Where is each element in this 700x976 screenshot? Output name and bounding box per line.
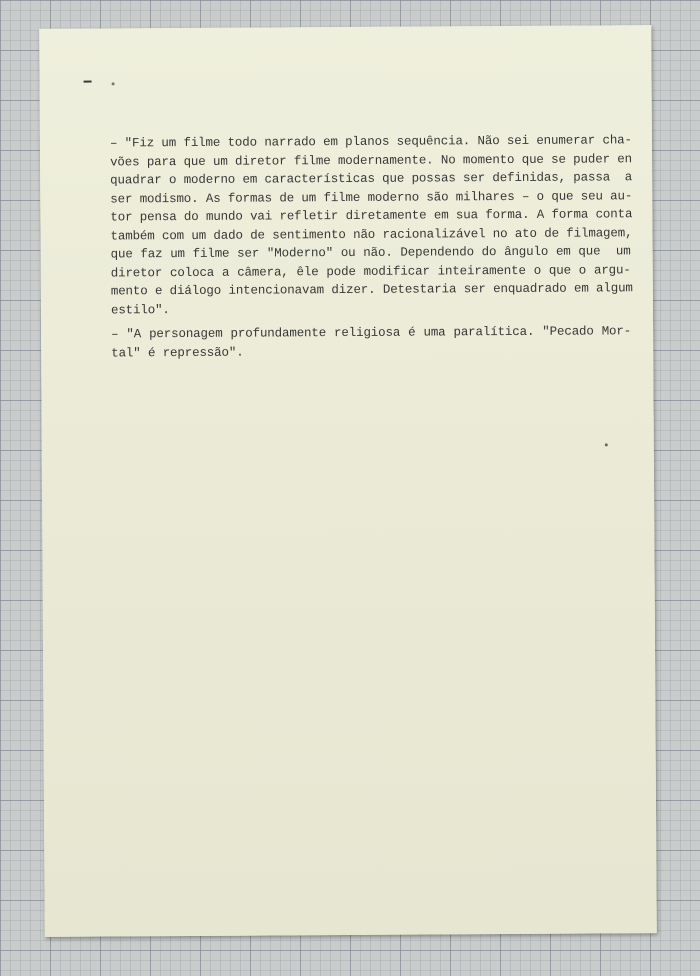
header-mark-text <box>81 72 87 83</box>
text-line: tor pensa do mundo vai refletir diretamente em sua forma. A forma conta <box>110 207 633 225</box>
text-line: que faz um filme ser "Moderno" ou não. Dependendo do ângulo em que um <box>110 244 631 262</box>
text-line: também com um dado de sentimento não racionalizável no ato de filmagem, <box>110 225 633 243</box>
paper-dot-mark <box>112 82 115 85</box>
typed-text-block <box>110 131 631 368</box>
text-line: estilo". <box>110 302 170 317</box>
text-line: diretor coloca a câmera, êle pode modificar inteiramente o que o argu- <box>110 262 631 280</box>
text-line: – "A personagem profundamente religiosa é uma paralítica. "Pecado Mor- <box>111 324 632 342</box>
paragraph-2 <box>111 322 631 362</box>
text-line: – "Fiz um filme todo narrado em planos sequência. Não sei enumerar cha- <box>109 133 632 151</box>
header-dash-mark <box>84 81 92 83</box>
paper-sheet <box>39 25 657 937</box>
paper-speck <box>605 443 608 446</box>
text-line: ser modismo. As formas de um filme moderno são milhares – o que seu au- <box>110 188 633 206</box>
text-line: vões para que um diretor filme modernamente. No momento que se puder en <box>110 151 633 169</box>
text-line: tal" é repressão". <box>111 345 244 360</box>
text-line: mento e diálogo intencionavam dizer. Detestaria ser enquadrado em algum <box>110 281 633 299</box>
paragraph-1 <box>110 131 631 319</box>
text-line: quadrar o moderno em características que possas ser definidas, passa a <box>110 170 633 188</box>
